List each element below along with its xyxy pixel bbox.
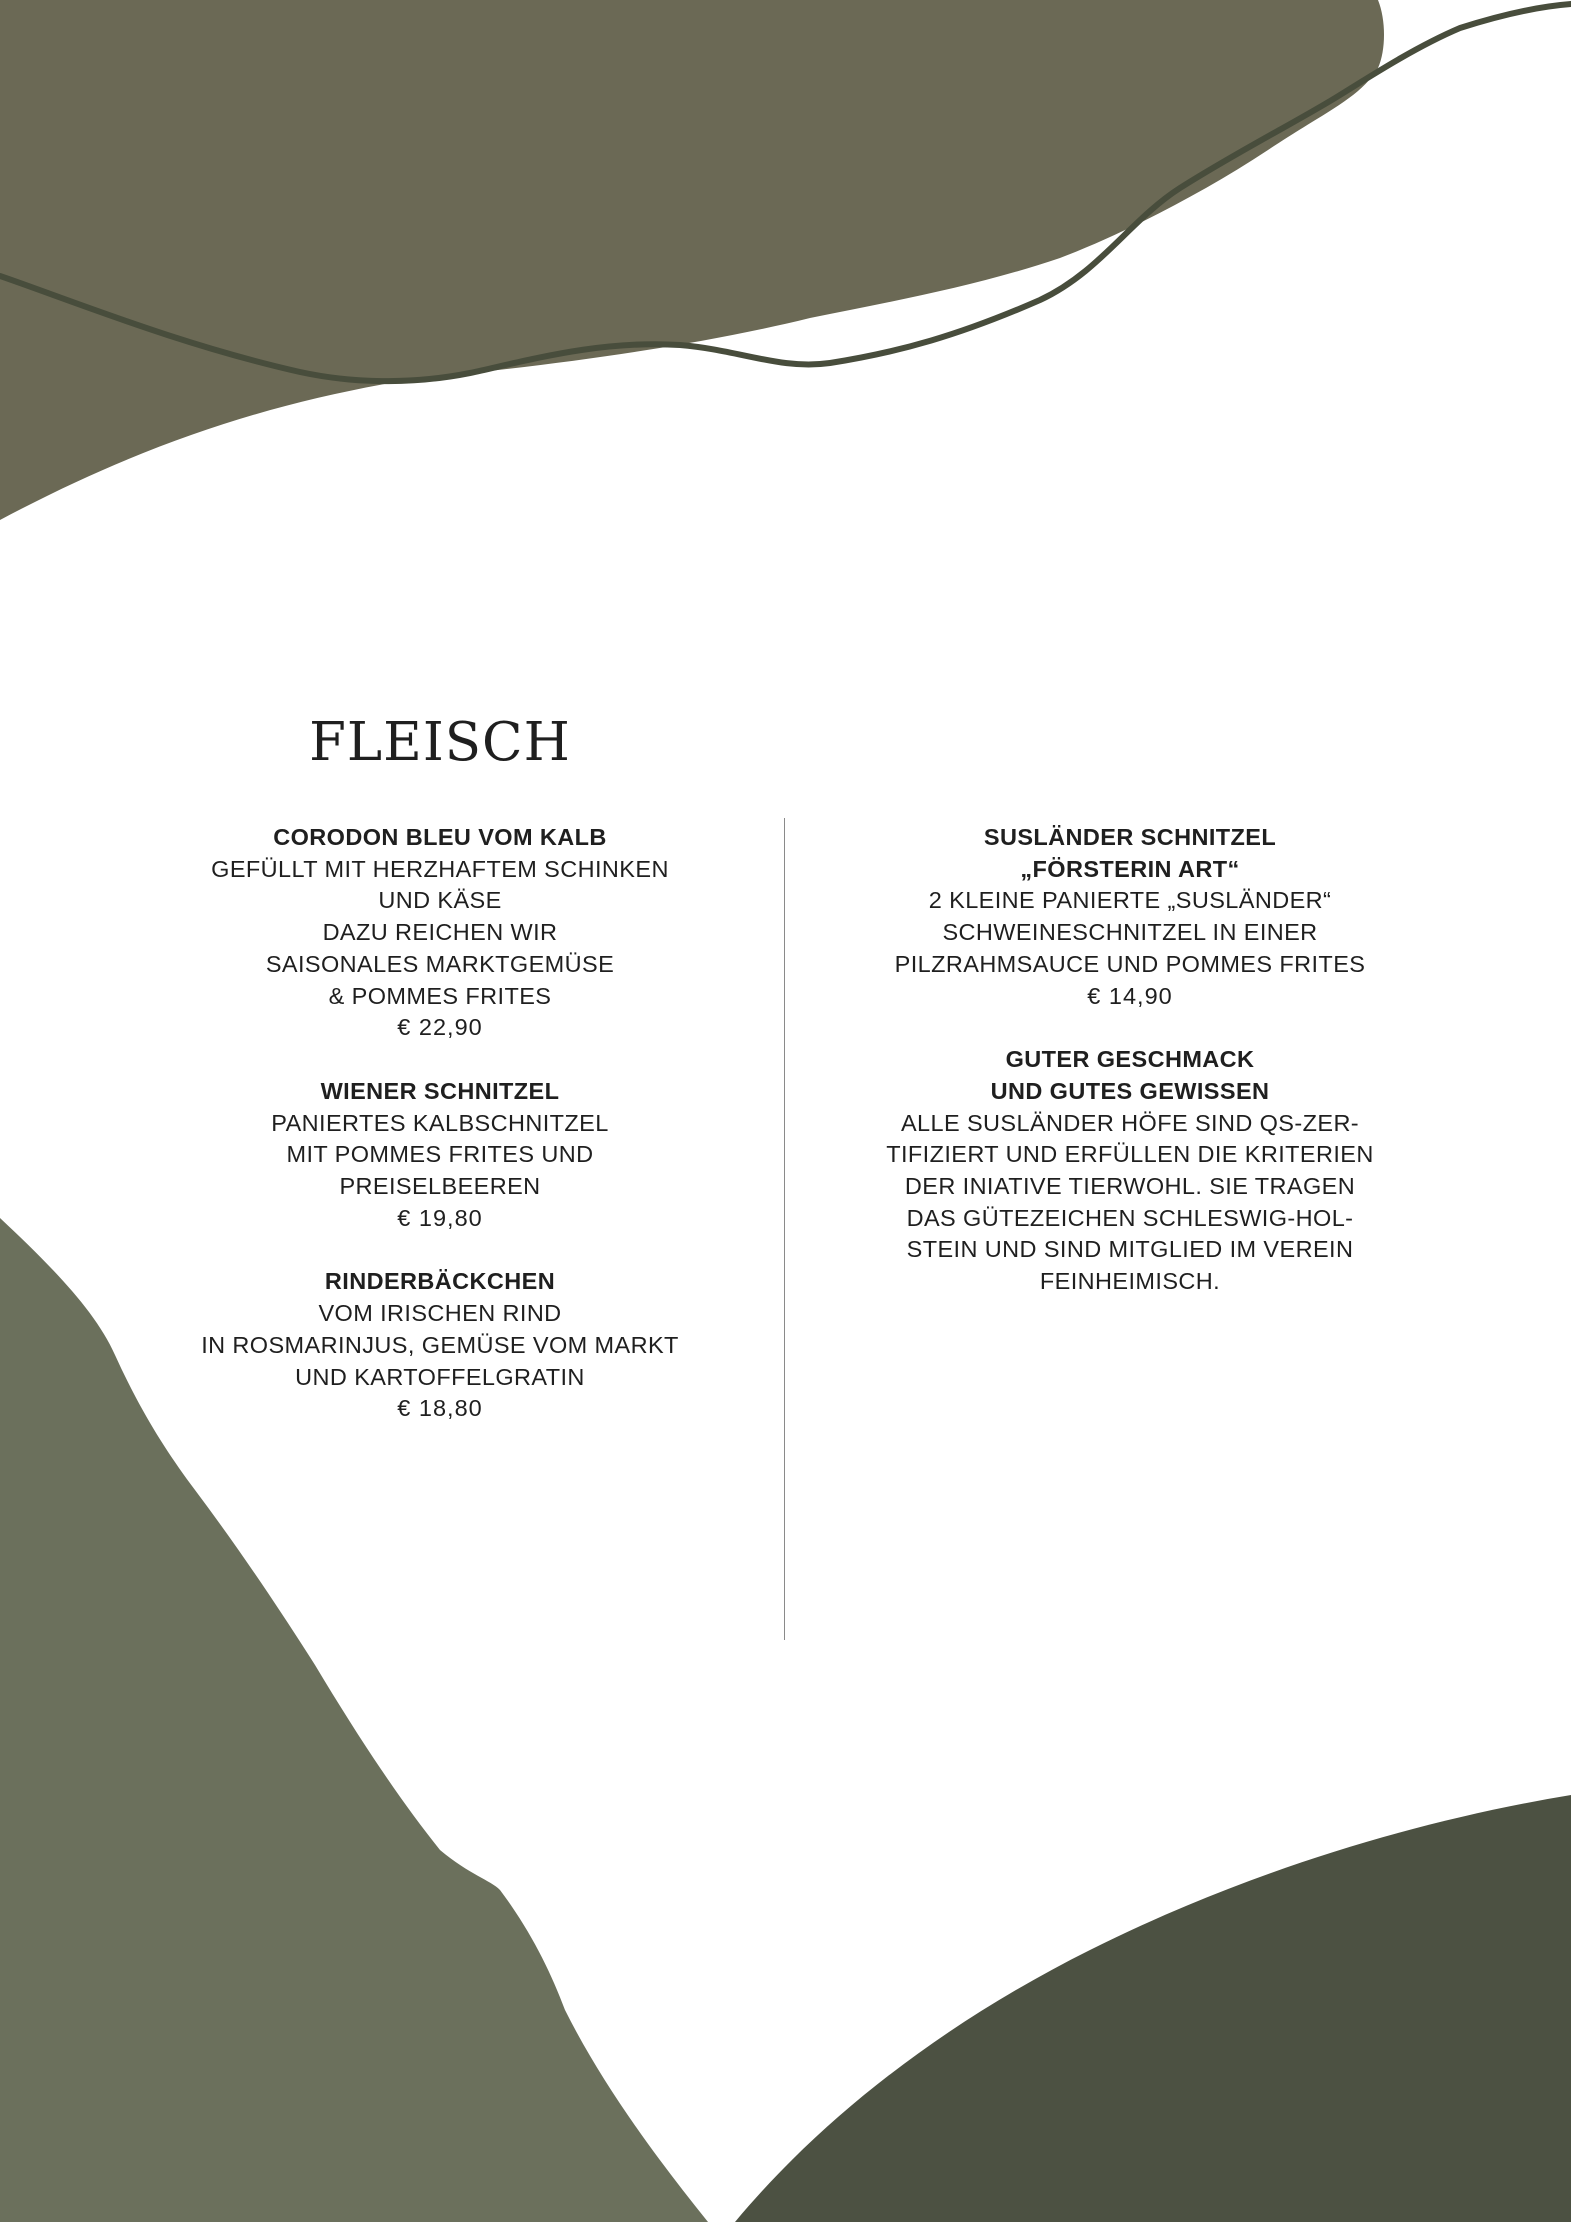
dish-name: WIENER SCHNITZEL <box>320 1077 560 1104</box>
info-text-line: TIFIZIERT UND ERFÜLLEN DIE KRITERIEN <box>886 1141 1374 1168</box>
dish-description-line: VOM IRISCHEN RIND <box>318 1300 562 1327</box>
info-text-line: DER INIATIVE TIERWOHL. SIE TRAGEN <box>904 1173 1356 1200</box>
menu-item <box>850 822 1410 1012</box>
dish-description-line: IN ROSMARINJUS, GEMÜSE VOM MARKT <box>201 1331 679 1358</box>
dish-description-line: SCHWEINESCHNITZEL IN EINER <box>942 919 1318 946</box>
bottom-right-dark-shape <box>735 1795 1571 2222</box>
info-text-line: ALLE SUSLÄNDER HÖFE SIND QS-ZER- <box>900 1109 1360 1136</box>
menu-item <box>160 822 720 1044</box>
info-block <box>850 1044 1410 1298</box>
info-heading: GUTER GESCHMACK <box>1005 1046 1255 1073</box>
info-text-line: DAS GÜTEZEICHEN SCHLESWIG-HOL- <box>906 1204 1354 1231</box>
dish-price: € 14,90 <box>1087 982 1173 1009</box>
dish-price: € 18,80 <box>397 1395 483 1422</box>
dish-description-line: PANIERTES KALBSCHNITZEL <box>271 1109 609 1136</box>
dish-price: € 22,90 <box>397 1014 483 1041</box>
dish-price: € 19,80 <box>397 1204 483 1231</box>
dish-description-line: 2 KLEINE PANIERTE „SUSLÄNDER“ <box>928 887 1332 914</box>
section-title: FLEISCH <box>309 712 571 773</box>
dish-description-line: MIT POMMES FRITES UND <box>286 1141 594 1168</box>
dish-description-line: UND KÄSE <box>378 887 502 914</box>
dish-description-line: SAISONALES MARKTGEMÜSE <box>265 950 615 977</box>
dish-description-line: GEFÜLLT MIT HERZHAFTEM SCHINKEN <box>211 855 669 882</box>
dish-description-line: & POMMES FRITES <box>328 982 552 1009</box>
info-heading: UND GUTES GEWISSEN <box>990 1077 1270 1104</box>
menu-item <box>160 1266 720 1425</box>
dish-name: RINDERBÄCKCHEN <box>324 1268 556 1295</box>
dish-description-line: PREISELBEEREN <box>339 1173 541 1200</box>
info-text-line: FEINHEIMISCH. <box>1039 1268 1221 1295</box>
dish-description-line: UND KARTOFFELGRATIN <box>295 1363 585 1390</box>
dish-name: „FÖRSTERIN ART“ <box>1020 855 1240 882</box>
column-divider <box>784 818 785 1640</box>
left-menu-column <box>160 822 720 1457</box>
dish-description-line: PILZRAHMSAUCE UND POMMES FRITES <box>894 950 1366 977</box>
dish-name: SUSLÄNDER SCHNITZEL <box>983 824 1277 850</box>
top-olive-shape <box>0 0 1384 520</box>
dish-description-line: DAZU REICHEN WIR <box>322 919 558 946</box>
info-text-line: STEIN UND SIND MITGLIED IM VEREIN <box>906 1236 1354 1263</box>
dish-name: CORODON BLEU VOM KALB <box>273 824 607 850</box>
right-menu-column <box>850 822 1410 1330</box>
menu-item <box>160 1076 720 1235</box>
